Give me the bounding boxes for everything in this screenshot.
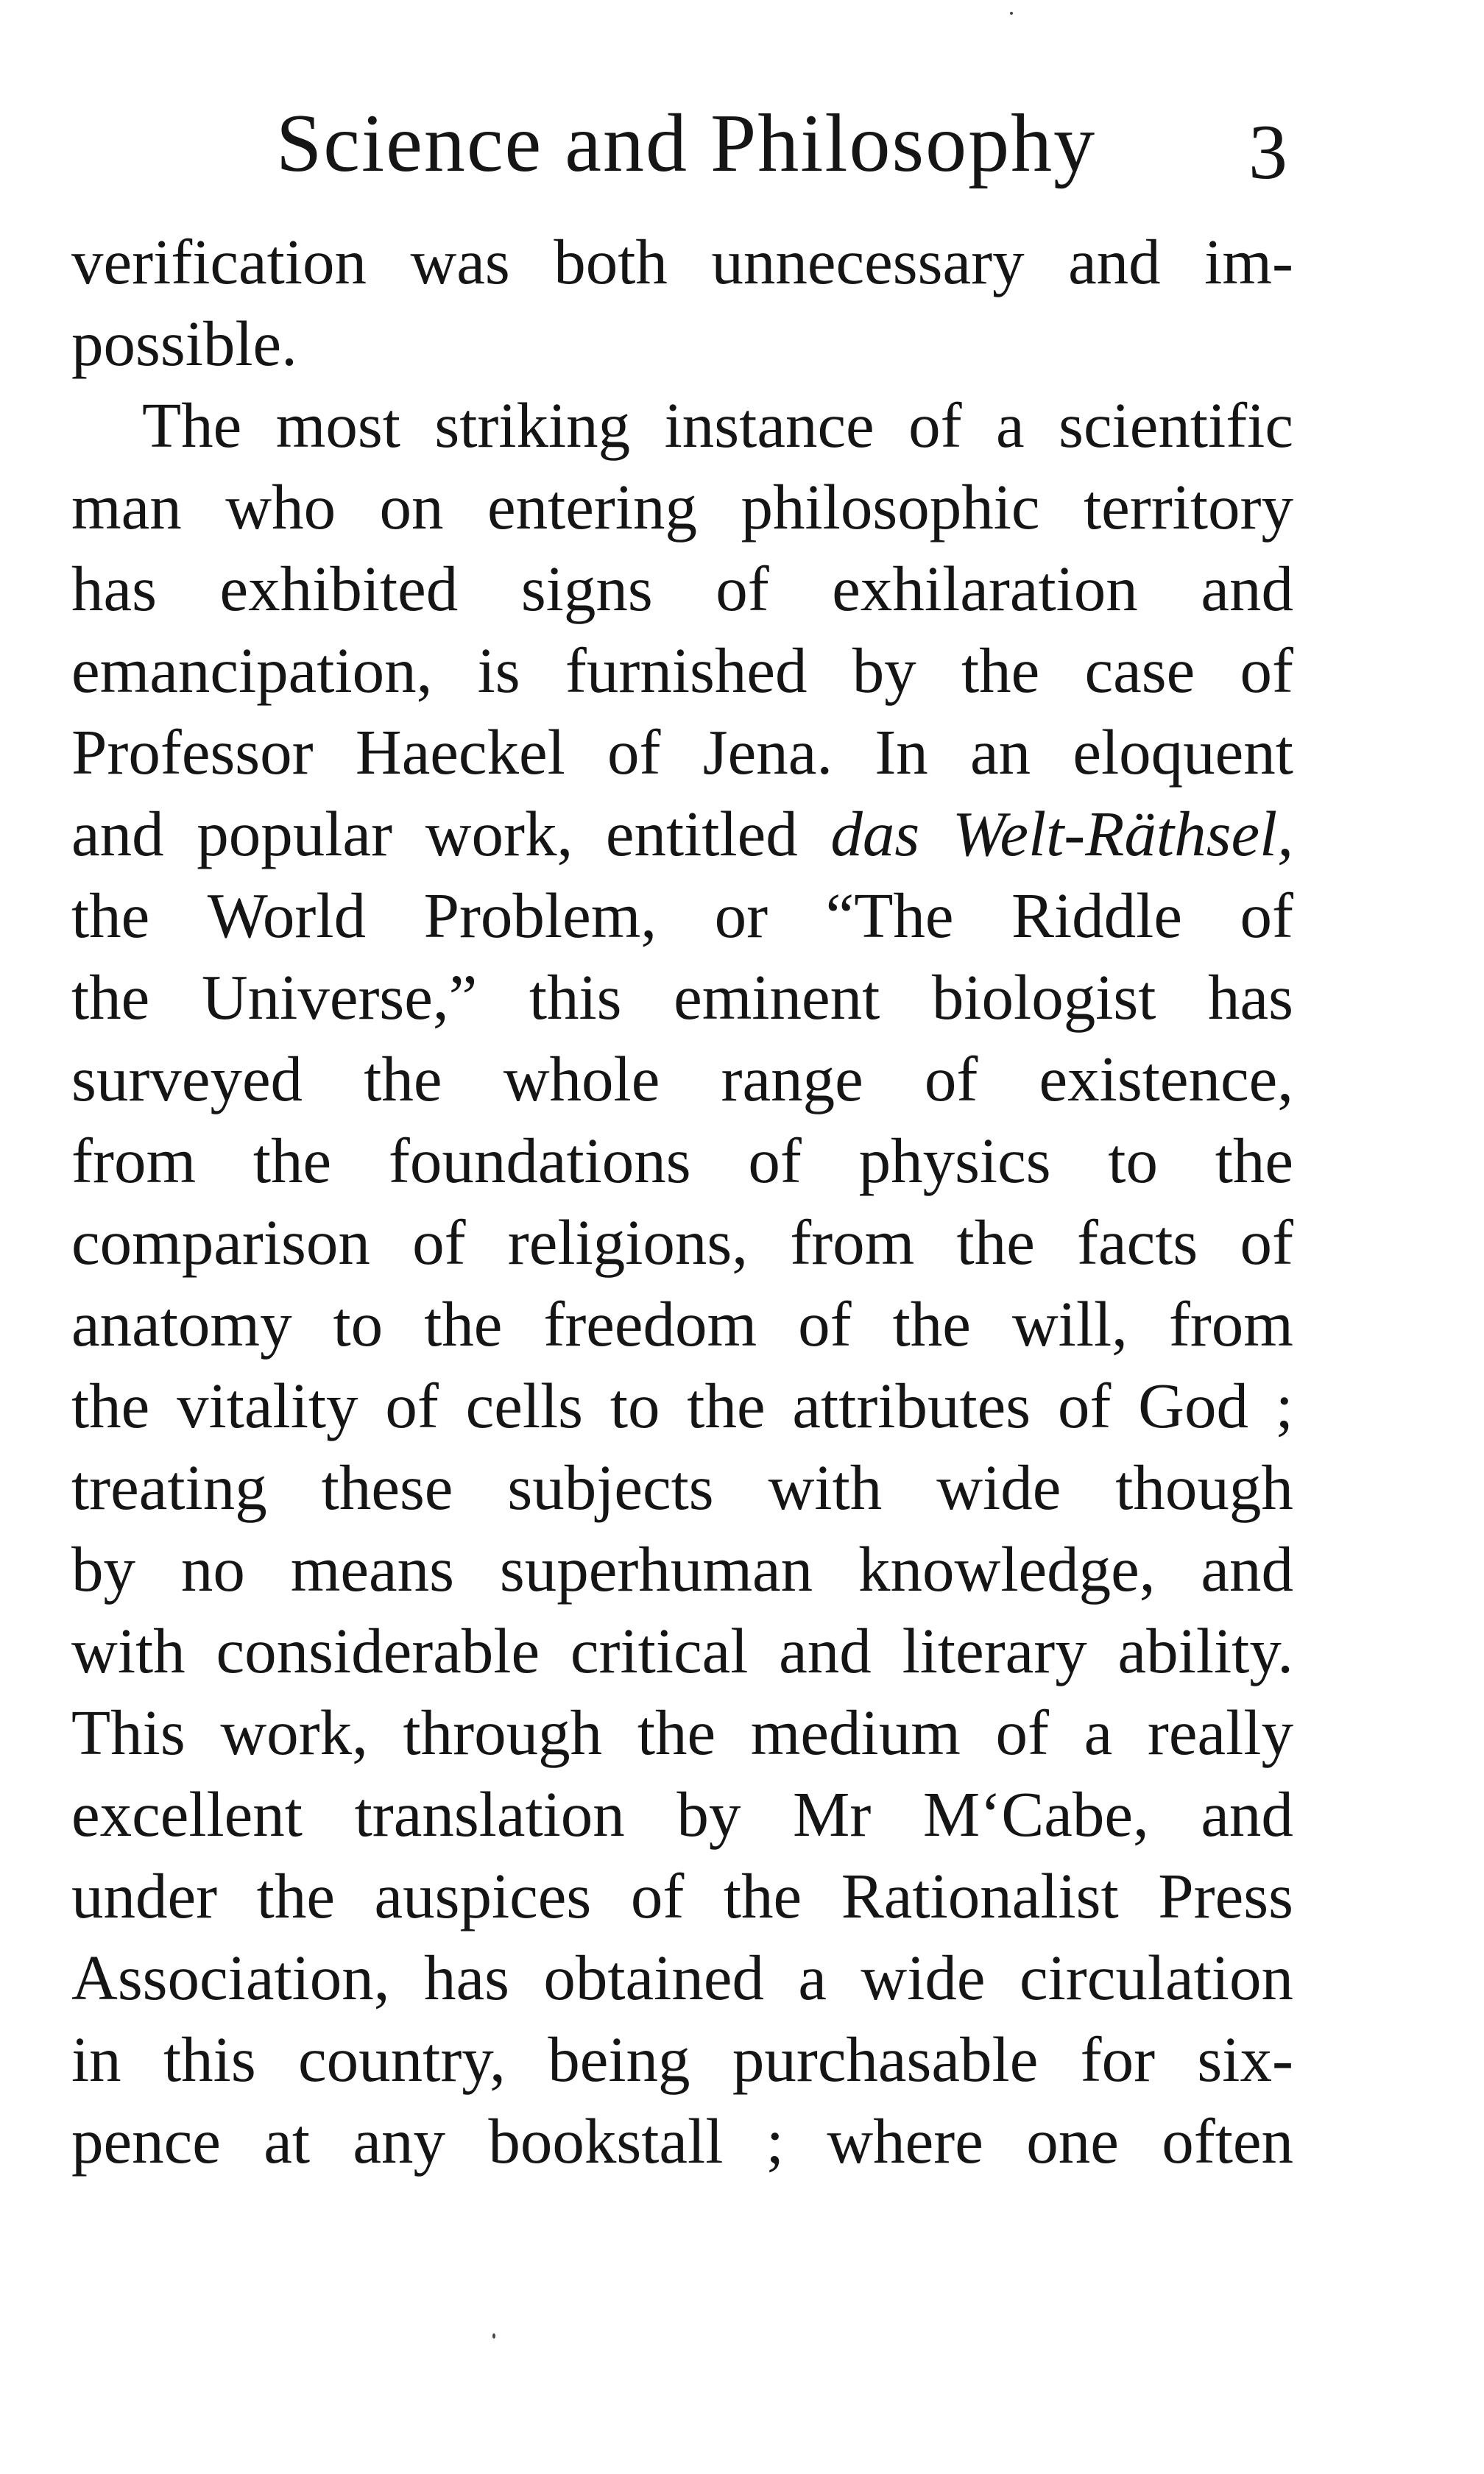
word: World [207,880,367,951]
text-line [71,1610,1293,1692]
word: critical [570,1615,749,1686]
word: the [256,1860,335,1932]
word: by [852,635,916,706]
text-line [71,1855,1293,1937]
word: superhuman [499,1533,813,1605]
word: though [1115,1452,1293,1523]
word: scientific [1059,389,1293,461]
word: the [424,1288,503,1360]
text-line [71,2100,1293,2182]
word: a [996,389,1025,461]
text-line [71,711,1293,793]
word: the [637,1697,716,1768]
word: translation [354,1778,625,1850]
word: facts [1077,1206,1198,1278]
word: the [71,961,150,1033]
text-line [71,1365,1293,1446]
word: Jena. [702,716,833,788]
word: treating [71,1452,267,1523]
word: ; [766,2105,784,2177]
word: unnecessary [711,226,1025,297]
word: in [71,2024,121,2095]
word: existence, [1039,1043,1293,1114]
text-line [71,303,1293,384]
word: of [385,1370,439,1441]
word: eloquent [1073,716,1293,788]
word: anatomy [71,1288,292,1360]
text-line [71,629,1293,711]
word: of [798,1288,852,1360]
word: both [554,226,668,297]
word: In [875,716,928,788]
word: pence [71,2105,221,2177]
word: the [364,1043,442,1114]
word: “The [825,880,954,951]
word: or [714,880,768,951]
word: has [423,1942,509,2013]
word: has [71,553,157,624]
word: of [995,1697,1050,1768]
text-line [71,1692,1293,1773]
word: philosophic [741,471,1040,542]
text-line [71,548,1293,629]
word: has [1207,961,1293,1033]
word: territory [1083,471,1293,542]
word: from [1168,1288,1293,1360]
word: Universe,” [201,961,478,1033]
word: any [353,2105,446,2177]
word: where [827,2105,983,2177]
word: auspices [374,1860,592,1932]
word: the [1215,1125,1293,1196]
word: purchasable [732,2024,1039,2095]
word: Press [1158,1860,1293,1932]
text-line [71,1937,1293,2018]
word: instance [664,389,875,461]
word: of [1240,635,1293,706]
word: Haeckel [355,716,565,788]
word: will, [1011,1288,1128,1360]
word: wide [861,1942,986,2013]
page-number: 3 [1248,109,1287,195]
word: being [548,2024,690,2095]
word: popular [197,798,393,869]
word: Mr [792,1778,872,1850]
word: who [225,471,336,542]
word: by [71,1533,135,1605]
word: exhibited [219,553,459,624]
word: of [908,389,962,461]
word: often [1162,2105,1293,2177]
word: cells [465,1370,584,1441]
word: the [71,880,150,951]
word: with [768,1452,883,1523]
word: the [956,1206,1035,1278]
word: eminent [674,961,880,1033]
word: by [676,1778,741,1850]
word: man [71,471,182,542]
scan-speck-top [1010,12,1013,15]
word: six- [1197,2024,1293,2095]
scan-speck-bottom [492,2333,495,2339]
word: Welt-Räthsel, [952,798,1293,869]
word: was [410,226,510,297]
word: from [790,1206,915,1278]
word: God [1138,1370,1248,1441]
page-header [0,88,1484,199]
word: and [71,798,164,869]
text-line [71,793,1293,874]
word: of [1057,1370,1112,1441]
word: really [1147,1697,1293,1768]
word: the [892,1288,971,1360]
text-line [71,956,1293,1038]
word: das [830,798,920,869]
text-line [71,384,1293,466]
word: circulation [1019,1942,1293,2013]
word: for [1080,2024,1156,2095]
word: of [924,1043,978,1114]
word: surveyed [71,1043,303,1114]
word: most [275,389,400,461]
word: and [1068,226,1161,297]
word: verification [71,226,367,297]
word: physics [858,1125,1051,1196]
word: The [142,389,242,461]
word: comparison [71,1206,370,1278]
word: to [1108,1125,1158,1196]
body-text [71,221,1293,2182]
word: ; [1275,1370,1293,1441]
word: through [403,1697,603,1768]
word: and [1201,1533,1293,1605]
word: country, [298,2024,506,2095]
text-line [71,221,1293,303]
word: with [71,1615,186,1686]
word: this [163,2024,256,2095]
text-line [71,1773,1293,1855]
word: to [333,1288,384,1360]
word: considerable [216,1615,540,1686]
word: the [71,1370,150,1441]
word: entering [487,471,698,542]
word: and [1201,1778,1293,1850]
word: knowledge, [858,1533,1156,1605]
word: This [71,1697,186,1768]
word: from [71,1125,197,1196]
text-line [71,2018,1293,2100]
word: exhilaration [832,553,1138,624]
word: foundations [388,1125,691,1196]
word: under [71,1860,218,1932]
word: emancipation, [71,635,433,706]
word: an [970,716,1031,788]
word: Rationalist [841,1860,1119,1932]
word: attributes [792,1370,1031,1441]
text-line [71,1120,1293,1201]
text-line [71,1283,1293,1365]
word: Problem, [423,880,657,951]
word: M‘Cabe, [922,1778,1149,1850]
word: Riddle [1011,880,1182,951]
word: work, [425,798,573,869]
word: at [264,2105,311,2177]
word: of [748,1125,802,1196]
word: the [252,1125,332,1196]
word: excellent [71,1778,303,1850]
word: one [1026,2105,1119,2177]
word: work, [220,1697,368,1768]
word: of [716,553,769,624]
word: obtained [543,1942,764,2013]
word: case [1084,635,1195,706]
word: a [1084,1697,1113,1768]
text-line [71,874,1293,956]
word: these [321,1452,453,1523]
word: bookstall [488,2105,724,2177]
word: signs [520,553,653,624]
word: and [1201,553,1293,624]
word: subjects [507,1452,714,1523]
word: striking [434,389,631,461]
running-title: Science and Philosophy [276,98,1097,189]
word: literary [902,1615,1087,1686]
word: this [529,961,622,1033]
word: on [379,471,444,542]
word: the [961,635,1040,706]
word: whole [503,1043,660,1114]
text-line [71,1038,1293,1120]
word: Association, [71,1942,390,2013]
text-line [71,1528,1293,1610]
word: range [721,1043,863,1114]
word: is [477,635,520,706]
word: ability. [1117,1615,1293,1686]
word: of [1240,1206,1293,1278]
word: to [610,1370,660,1441]
text-line [71,1446,1293,1528]
text-line [71,466,1293,548]
word: of [1240,880,1293,951]
word: of [630,1860,685,1932]
word: and [779,1615,872,1686]
word: the [723,1860,802,1932]
word: furnished [565,635,808,706]
word: vitality [177,1370,358,1441]
word: of [412,1206,466,1278]
word: religions, [507,1206,749,1278]
word: biologist [931,961,1156,1033]
word: the [687,1370,766,1441]
word: of [607,716,661,788]
text-line [71,1201,1293,1283]
word: possible. [71,308,297,379]
word: no [180,1533,245,1605]
word: entitled [605,798,798,869]
word: freedom [543,1288,757,1360]
word: means [290,1533,455,1605]
word: medium [750,1697,961,1768]
word: im- [1204,226,1293,297]
word: a [798,1942,827,2013]
word: wide [936,1452,1061,1523]
word: Professor [71,716,314,788]
